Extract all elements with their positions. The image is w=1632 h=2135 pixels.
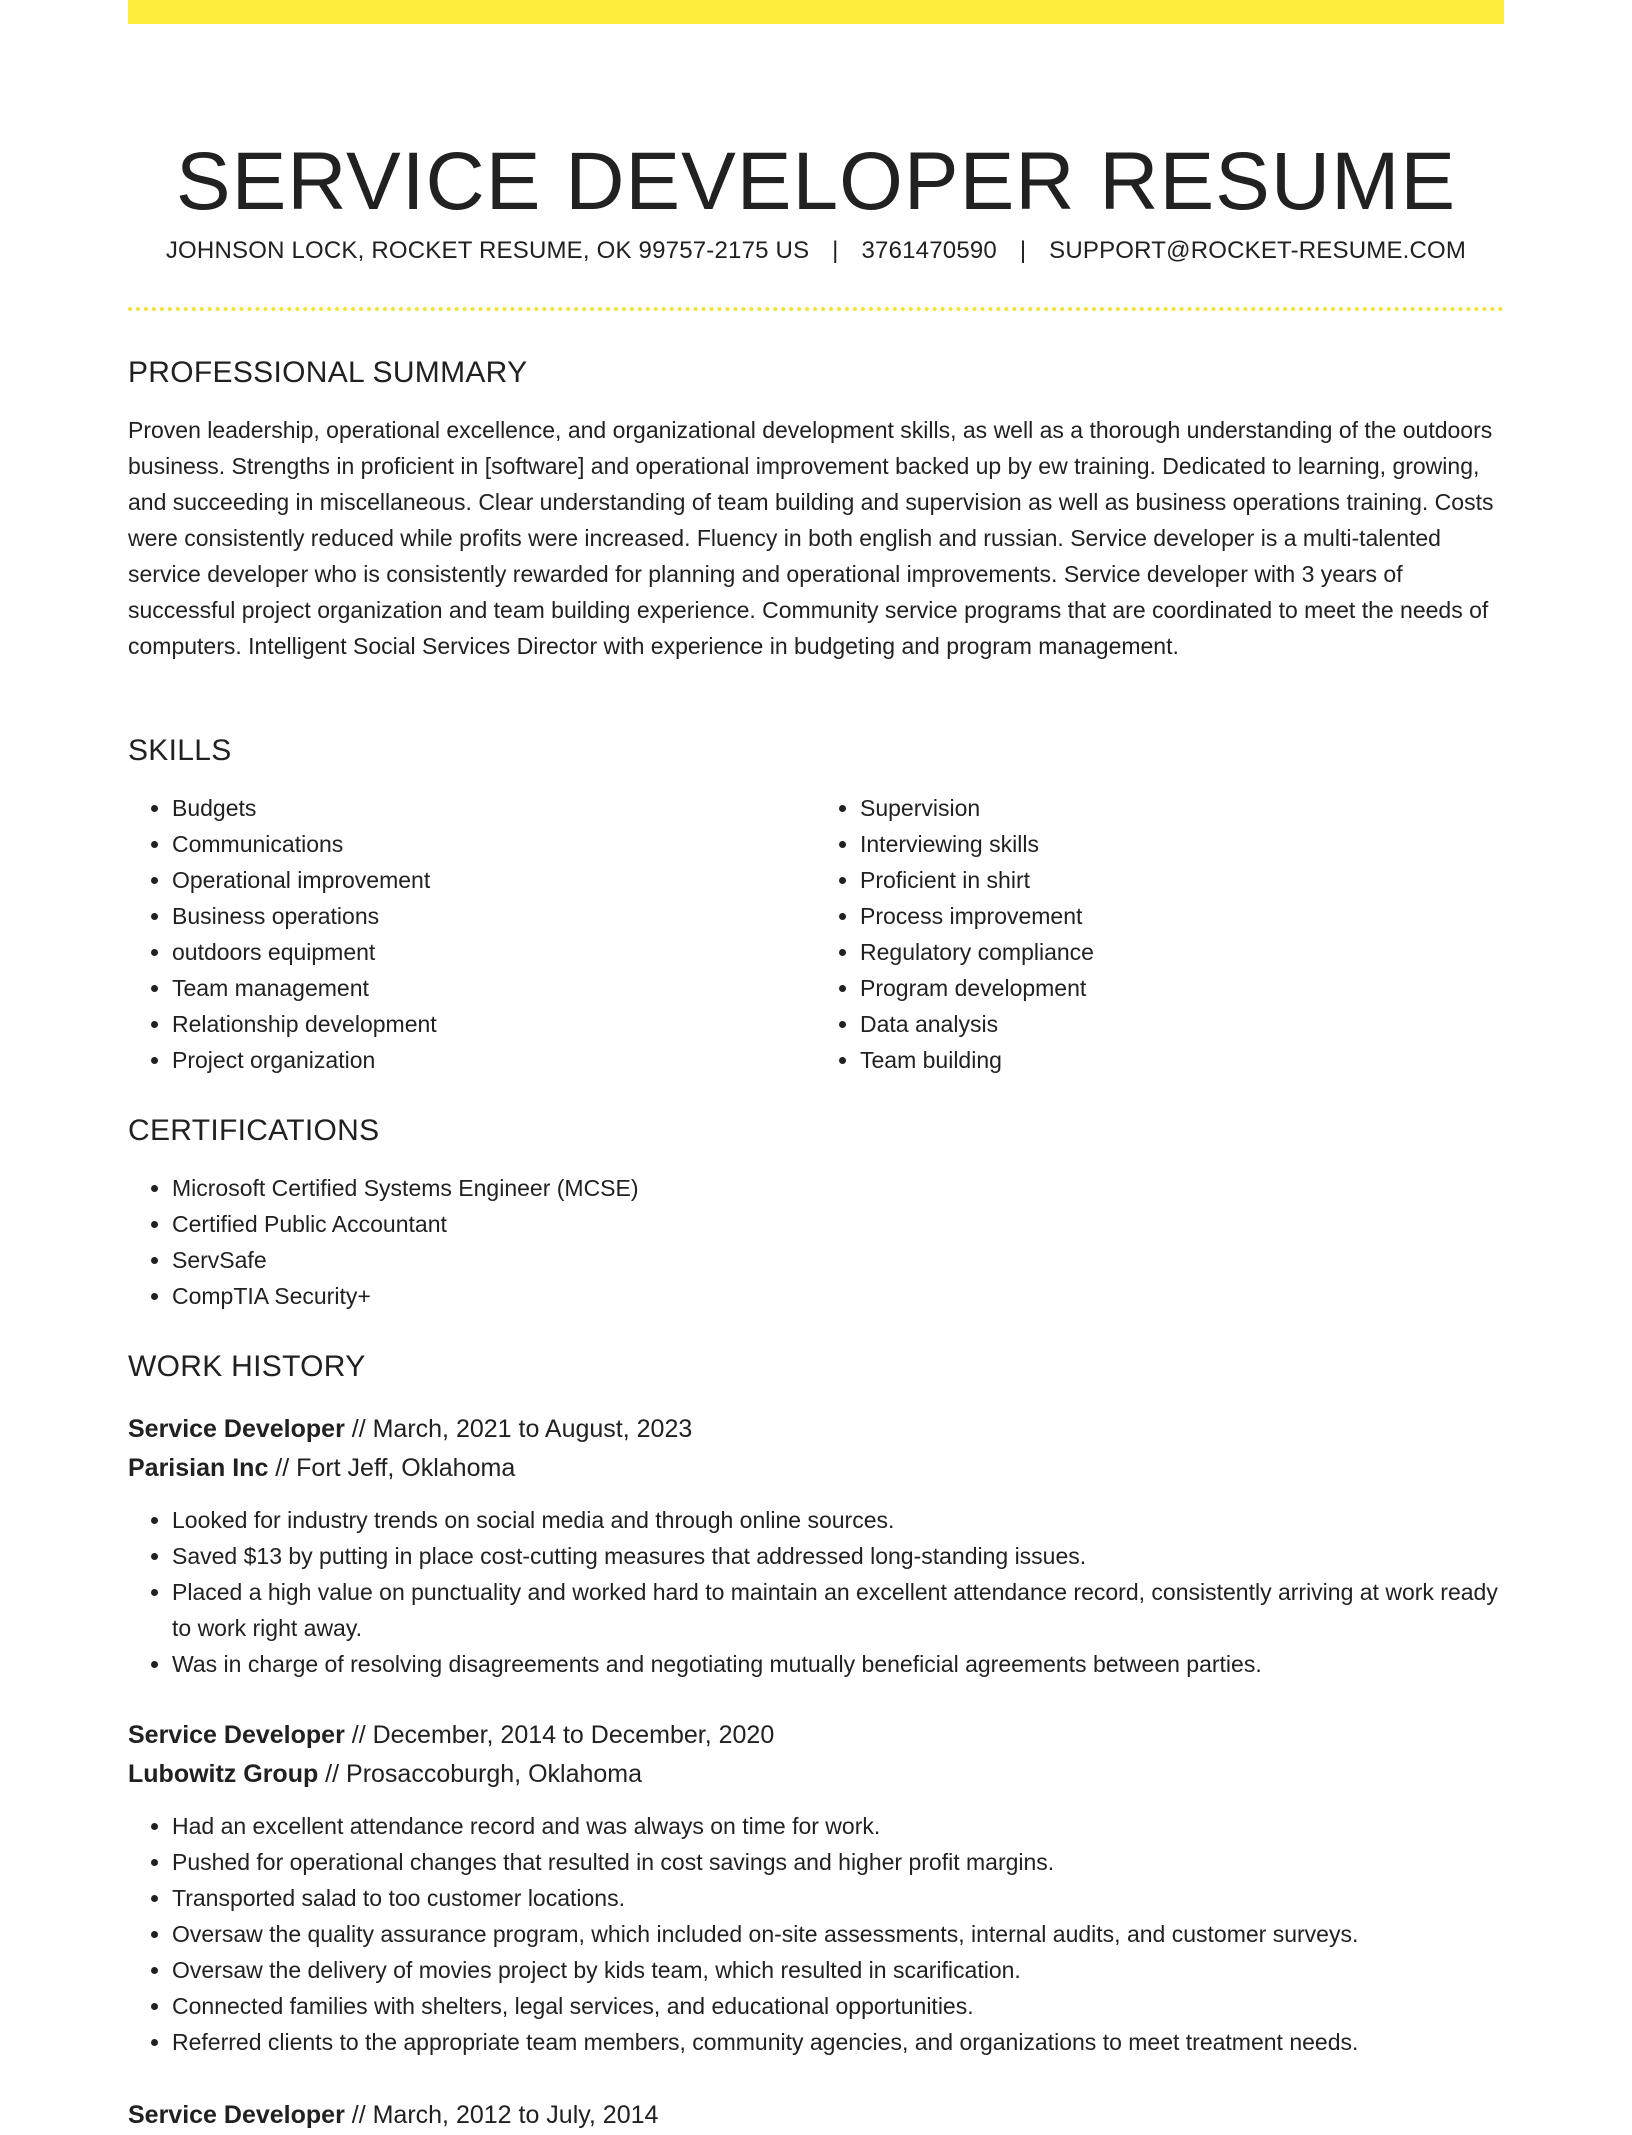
skill-item: • Business operations bbox=[172, 898, 816, 934]
certification-item: • ServSafe bbox=[172, 1242, 1504, 1278]
skill-item: • Process improvement bbox=[860, 898, 1504, 934]
skills-section bbox=[128, 734, 1504, 1078]
certifications-list bbox=[128, 1170, 1504, 1314]
skill-item: • outdoors equipment bbox=[172, 934, 816, 970]
skill-item: • Team management bbox=[172, 970, 816, 1006]
certifications-section bbox=[128, 1114, 1504, 1314]
job-entry bbox=[128, 1410, 1504, 1682]
summary-heading: PROFESSIONAL SUMMARY bbox=[128, 356, 528, 389]
skills-columns bbox=[128, 790, 1504, 1078]
skill-item: • Data analysis bbox=[860, 1006, 1504, 1042]
job-dates: December, 2014 to December, 2020 bbox=[372, 1721, 775, 1749]
job-separator: // bbox=[344, 1415, 373, 1443]
job-bullets bbox=[128, 1502, 1504, 1682]
job-bullet: • Was in charge of resolving disagreements and negotiating mutually beneficial agreements between parties. bbox=[172, 1646, 1504, 1682]
job-separator: // bbox=[344, 2101, 373, 2129]
job-dates: March, 2021 to August, 2023 bbox=[372, 1415, 693, 1443]
accent-top-bar bbox=[128, 0, 1504, 24]
job-bullet: • Connected families with shelters, legal services, and educational opportunities. bbox=[172, 1988, 1504, 2024]
skill-item: • Regulatory compliance bbox=[860, 934, 1504, 970]
summary-text: Proven leadership, operational excellence, and organizational development skills, as well as a thorough understanding of the outdoors business. Strengths in proficient in [software] and operational improvement backed up by ew training. Dedicated to learning, growing, and succeeding in miscellaneous. Clear understanding of team building and supervision as well as business operations training. Costs were consistently reduced while profits were increased. Fluency in both english and russian. Service developer is a multi-talented service developer who is consistently rewarded for planning and operational improvements. Service developer with 3 years of successful project organization and team building experience. Community service programs that are coordinated to meet the needs of computers. Intelligent Social Services Director with experience in budgeting and program management. bbox=[128, 417, 1494, 659]
job-title-line bbox=[128, 1410, 1504, 1449]
work-history-section bbox=[128, 1350, 1504, 1384]
job-title: Service Developer bbox=[128, 1415, 345, 1443]
certifications-heading: CERTIFICATIONS bbox=[128, 1114, 380, 1147]
certification-item: • Microsoft Certified Systems Engineer (MCSE) bbox=[172, 1170, 1504, 1206]
contact-email: SUPPORT@ROCKET-RESUME.COM bbox=[1049, 237, 1467, 264]
skills-list-right bbox=[816, 790, 1504, 1078]
job-bullet: • Referred clients to the appropriate team members, community agencies, and organizations to meet treatment needs. bbox=[172, 2024, 1504, 2060]
certification-item: • Certified Public Accountant bbox=[172, 1206, 1504, 1242]
contact-phone: 3761470590 bbox=[861, 237, 997, 264]
contact-separator: | bbox=[1019, 237, 1027, 264]
job-bullet: • Looked for industry trends on social media and through online sources. bbox=[172, 1502, 1504, 1538]
job-location: Fort Jeff, Oklahoma bbox=[296, 1454, 516, 1482]
job-separator: // bbox=[268, 1454, 297, 1482]
summary-section bbox=[128, 356, 1504, 664]
job-title: Service Developer bbox=[128, 2101, 345, 2129]
job-entry bbox=[128, 2096, 1504, 2135]
skill-item: • Interviewing skills bbox=[860, 826, 1504, 862]
contact-line bbox=[128, 237, 1504, 265]
job-separator: // bbox=[318, 1760, 347, 1788]
job-entry bbox=[128, 1716, 1504, 2060]
job-title: Service Developer bbox=[128, 1721, 345, 1749]
skill-item: • Program development bbox=[860, 970, 1504, 1006]
job-bullets bbox=[128, 1808, 1504, 2060]
job-title-line bbox=[128, 1716, 1504, 1755]
contact-separator: | bbox=[832, 237, 839, 264]
job-bullet: • Oversaw the delivery of movies project by kids team, which resulted in scarification. bbox=[172, 1952, 1504, 1988]
skill-item: • Communications bbox=[172, 826, 816, 862]
job-bullet: • Oversaw the quality assurance program, which included on-site assessments, internal audits, and customer surveys. bbox=[172, 1916, 1504, 1952]
skill-item: • Operational improvement bbox=[172, 862, 816, 898]
job-dates: March, 2012 to July, 2014 bbox=[372, 2101, 659, 2129]
job-bullet: • Transported salad to too customer locations. bbox=[172, 1880, 1504, 1916]
skill-item: • Project organization bbox=[172, 1042, 816, 1078]
skill-item: • Team building bbox=[860, 1042, 1504, 1078]
contact-address: JOHNSON LOCK, ROCKET RESUME, OK 99757-2175 US bbox=[165, 237, 810, 264]
work-history-heading: WORK HISTORY bbox=[128, 1350, 366, 1383]
job-separator: // bbox=[344, 1721, 373, 1749]
job-bullet: • Placed a high value on punctuality and worked hard to maintain an excellent attendance record, consistently arriving at work ready to work right away. bbox=[172, 1574, 1504, 1646]
job-company-line bbox=[128, 1755, 1504, 1794]
page-title: SERVICE DEVELOPER RESUME bbox=[175, 135, 1457, 227]
certification-item: • CompTIA Security+ bbox=[172, 1278, 1504, 1314]
job-bullet: • Saved $13 by putting in place cost-cutting measures that addressed long-standing issues. bbox=[172, 1538, 1504, 1574]
job-company: Parisian Inc bbox=[128, 1454, 269, 1482]
job-bullet: • Had an excellent attendance record and was always on time for work. bbox=[172, 1808, 1504, 1844]
skill-item: • Relationship development bbox=[172, 1006, 816, 1042]
job-bullet: • Pushed for operational changes that resulted in cost savings and higher profit margins. bbox=[172, 1844, 1504, 1880]
skill-item: • Supervision bbox=[860, 790, 1504, 826]
skills-heading: SKILLS bbox=[128, 734, 232, 767]
skills-list-left bbox=[128, 790, 816, 1078]
job-company-line bbox=[128, 1449, 1504, 1488]
job-company: Lubowitz Group bbox=[128, 1760, 319, 1788]
skill-item: • Proficient in shirt bbox=[860, 862, 1504, 898]
job-location: Prosaccoburgh, Oklahoma bbox=[346, 1760, 643, 1788]
dotted-divider bbox=[128, 307, 1504, 311]
job-title-line bbox=[128, 2096, 1504, 2135]
skill-item: • Budgets bbox=[172, 790, 816, 826]
